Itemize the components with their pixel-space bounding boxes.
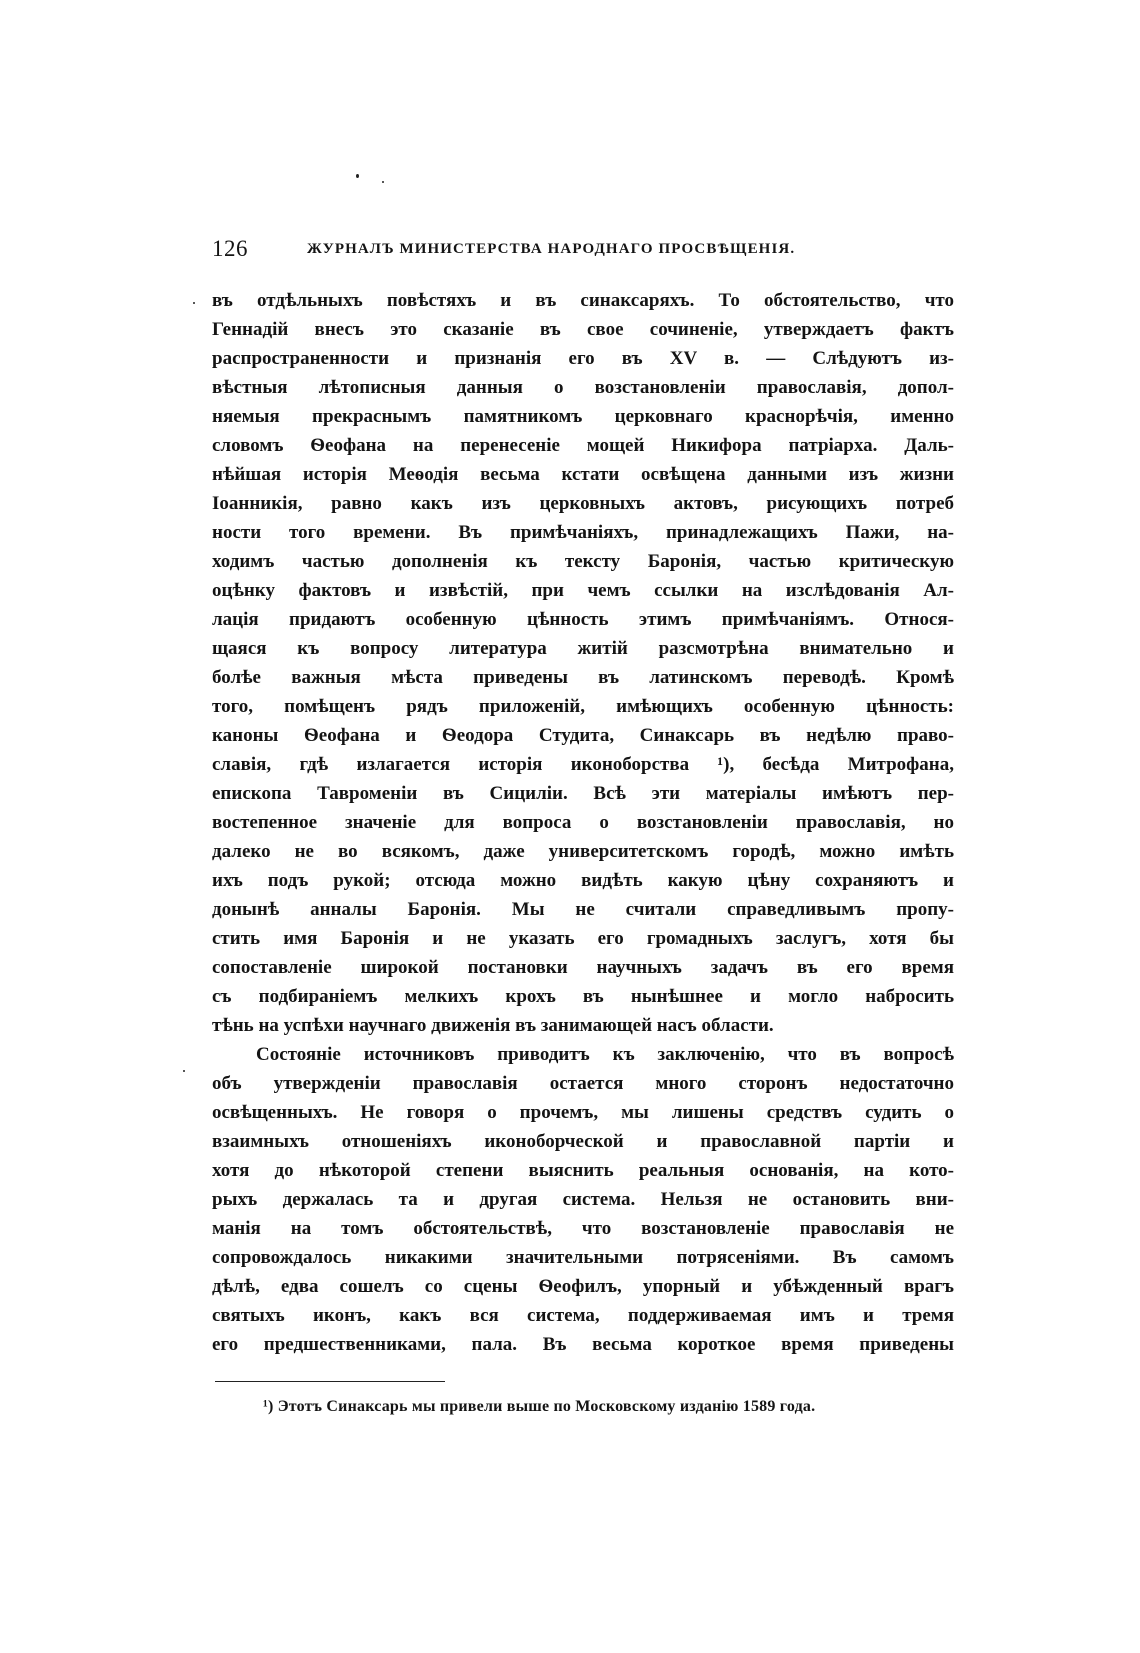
page-header — [212, 236, 972, 266]
text-line: лація придаютъ особенную цѣнность этимъ примѣчаніямъ. Относя- — [212, 609, 954, 630]
footnote: ¹) Этотъ Синаксарь мы привели выше по Московскому изданію 1589 года. — [263, 1398, 816, 1415]
text-line: рыхъ держалась та и другая система. Нельзя не остановить вни- — [212, 1189, 954, 1210]
text-line: болѣе важныя мѣста приведены въ латинскомъ переводѣ. Кромѣ — [212, 667, 954, 688]
body-text — [212, 286, 954, 1359]
text-line: его предшественниками, пала. Въ весьма короткое время приведены — [212, 1334, 954, 1355]
running-head: ЖУРНАЛЪ МИНИСТЕРСТВА НАРОДНАГО ПРОСВѢЩЕНІЯ. — [307, 241, 796, 257]
text-line: Геннадій внесъ это сказаніе въ свое сочиненіе, утверждаетъ фактъ — [212, 319, 954, 340]
text-line: дѣлѣ, едва сошелъ со сцены Ѳеофилъ, упорный и убѣжденный врагъ — [212, 1276, 954, 1297]
print-speck — [382, 181, 384, 183]
text-line: Іоанникія, равно какъ изъ церковныхъ актовъ, рисующихъ потреб — [212, 493, 954, 514]
print-speck — [183, 1070, 185, 1072]
text-line: славія, гдѣ излагается исторія иконоборства ¹), бесѣда Митрофана, — [212, 754, 954, 775]
text-line: сопоставленіе широкой постановки научныхъ задачъ въ его время — [212, 957, 954, 978]
paragraph-first-line: Состояніе источниковъ приводитъ къ заключенію, что въ вопросѣ — [256, 1044, 954, 1065]
text-line: оцѣнку фактовъ и извѣстій, при чемъ ссылки на изслѣдованія Ал- — [212, 580, 954, 601]
text-line: тѣнь на успѣхи научнаго движенія въ занимающей насъ области. — [212, 1015, 774, 1036]
print-speck — [193, 302, 195, 304]
text-line: объ утвержденіи православія остается много сторонъ недостаточно — [212, 1073, 954, 1094]
text-line: освѣщенныхъ. Не говоря о прочемъ, мы лишены средствъ судить о — [212, 1102, 954, 1123]
text-line: взаимныхъ отношеніяхъ иконоборческой и православной партіи и — [212, 1131, 954, 1152]
page-number: 126 — [212, 236, 248, 261]
footnote-divider — [215, 1381, 445, 1382]
text-line: того, помѣщенъ рядъ приложеній, имѣющихъ особенную цѣнность: — [212, 696, 954, 717]
text-line: вѣстныя лѣтописныя данныя о возстановленіи православія, допол- — [212, 377, 954, 398]
text-line: каноны Ѳеофана и Ѳеодора Студита, Синаксарь въ недѣлю право- — [212, 725, 954, 746]
text-line: стить имя Баронія и не указать его громадныхъ заслугъ, хотя бы — [212, 928, 954, 949]
print-speck — [356, 174, 359, 178]
text-line: святыхъ иконъ, какъ вся система, поддерживаемая имъ и тремя — [212, 1305, 954, 1326]
text-line: ихъ подъ рукой; отсюда можно видѣть какую цѣну сохраняютъ и — [212, 870, 954, 891]
text-line: хотя до нѣкоторой степени выяснить реальныя основанія, на кото- — [212, 1160, 954, 1181]
text-line: ности того времени. Въ примѣчаніяхъ, принадлежащихъ Пажи, на- — [212, 522, 954, 543]
text-line: няемыя прекраснымъ памятникомъ церковнаго краснорѣчія, именно — [212, 406, 954, 427]
text-line: щаяся къ вопросу литература житій разсмотрѣна внимательно и — [212, 638, 954, 659]
text-line: распространенности и признанія его въ XV в. — Слѣдуютъ из- — [212, 348, 954, 369]
text-line: словомъ Ѳеофана на перенесеніе мощей Никифора патріарха. Даль- — [212, 435, 954, 456]
text-line: манія на томъ обстоятельствѣ, что возстановленіе православія не — [212, 1218, 954, 1239]
text-line: донынѣ анналы Баронія. Мы не считали справедливымъ пропу- — [212, 899, 954, 920]
text-line: съ подбираніемъ мелкихъ крохъ въ нынѣшнее и могло набросить — [212, 986, 954, 1007]
text-line: далеко не во всякомъ, даже университетскомъ городѣ, можно имѣть — [212, 841, 954, 862]
text-line: востепенное значеніе для вопроса о возстановленіи православія, но — [212, 812, 954, 833]
text-line: сопровождалось никакими значительными потрясеніями. Въ самомъ — [212, 1247, 954, 1268]
text-line: нѣйшая исторія Меѳодія весьма кстати освѣщена данными изъ жизни — [212, 464, 954, 485]
text-line: въ отдѣльныхъ повѣстяхъ и въ синаксаряхъ. То обстоятельство, что — [212, 290, 954, 311]
text-line: ходимъ частью дополненія къ тексту Баронія, частью критическую — [212, 551, 954, 572]
text-line: епископа Тавроменіи въ Сициліи. Всѣ эти матеріалы имѣютъ пер- — [212, 783, 954, 804]
